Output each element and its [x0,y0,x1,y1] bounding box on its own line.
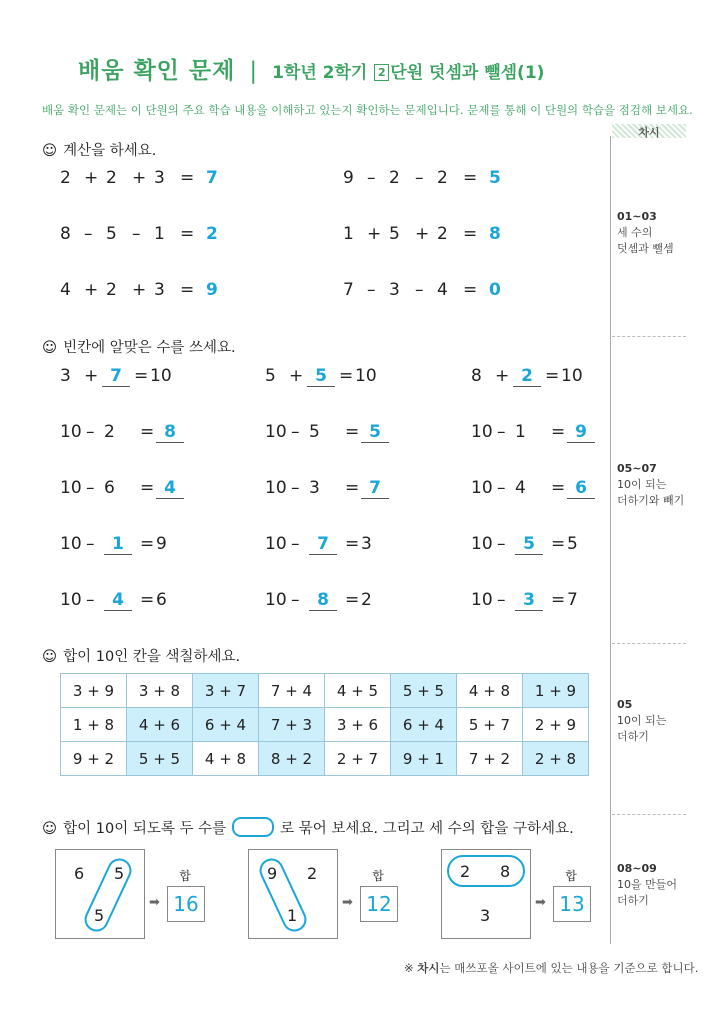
blank-term: 3 [309,478,320,498]
blank-term: 10 [561,366,583,386]
sidebar-divider [610,136,611,944]
grid-cell: 9 + 2 [61,742,127,776]
calc-term: 1 [343,224,354,244]
calc-term: 1 [154,224,165,244]
grid-cell: 3 + 8 [127,674,193,708]
group-number: 9 [267,864,278,883]
calc-term: – [367,280,376,300]
blank-term: 10 [150,366,172,386]
calc-answer: 7 [206,168,218,188]
blank-answer: 2 [513,366,541,387]
smile-icon: ☺ [42,340,58,356]
calc-term: 4 [437,280,448,300]
blank-term: 4 [515,478,526,498]
blank-term: – [86,422,95,442]
calc-term: 8 [60,224,71,244]
calc-term: = [180,280,195,300]
title-separator: | [249,58,259,84]
blank-term: 10 [265,534,287,554]
sidebar-item: 01~03 세 수의 덧셈과 뺄셈 [617,210,674,255]
sidebar-item: 08~09 10을 만들어 더하기 [617,862,677,907]
grid-cell: 5 + 5 [127,742,193,776]
calc-answer: 9 [206,280,218,300]
blank-term: 10 [60,478,82,498]
grid-row [61,674,589,708]
blank-term: 1 [515,422,526,442]
blank-term: = [140,478,155,498]
calc-term: = [180,168,195,188]
grid-cell: 8 + 2 [259,742,325,776]
group-number: 1 [287,906,298,925]
blank-term: = [551,422,566,442]
blank-answer: 4 [104,590,132,611]
calc-term: – [132,224,141,244]
grid-cell: 3 + 6 [325,708,391,742]
blank-term: 10 [355,366,377,386]
grid-cell: 2 + 9 [523,708,589,742]
blank-term: – [86,590,95,610]
blank-term: 6 [156,590,167,610]
sum-grid [60,673,589,776]
smile-icon: ☺ [42,821,58,837]
grid-cell: 5 + 7 [457,708,523,742]
blank-answer: 6 [567,478,595,499]
blank-term: 5 [309,422,320,442]
blank-term: = [345,422,360,442]
grid-cell: 2 + 7 [325,742,391,776]
sum-label: 합 [372,869,384,883]
blank-answer: 8 [309,590,337,611]
group-number: 2 [460,862,471,881]
oval-icon [82,856,134,934]
calc-term: = [463,224,478,244]
grid-cell: 7 + 4 [259,674,325,708]
blank-answer: 9 [567,422,595,443]
calc-term: 9 [343,168,354,188]
blank-term: – [86,534,95,554]
calc-term: 7 [343,280,354,300]
sum-answer: 12 [360,886,398,922]
blank-answer: 7 [102,366,130,387]
blank-term: 10 [471,534,493,554]
blank-answer: 5 [515,534,543,555]
grid-cell: 2 + 8 [523,742,589,776]
blank-term: = [345,534,360,554]
page-subtitle: 1학년 2학기 2 단원 덧셈과 뺄셈(1) [272,63,545,83]
calc-term: = [180,224,195,244]
blank-term: 10 [265,590,287,610]
calc-term: + [84,280,99,300]
group-number: 5 [94,906,105,925]
blank-term: – [497,422,506,442]
sidebar-title: 차시 [638,126,660,139]
calc-term: 2 [437,168,448,188]
blank-term: 2 [361,590,372,610]
sum-label: 합 [565,869,577,883]
blank-term: 10 [60,590,82,610]
group-number: 3 [480,906,491,925]
blank-term: 6 [104,478,115,498]
grid-cell: 4 + 8 [457,674,523,708]
blank-term: – [291,478,300,498]
grid-cell: 9 + 1 [391,742,457,776]
grid-row [61,742,589,776]
number-box [441,849,531,939]
blank-term: 10 [265,422,287,442]
blank-term: = [140,534,155,554]
calc-term: 3 [154,280,165,300]
blank-term: 2 [104,422,115,442]
blank-term: + [289,366,304,386]
blank-term: 7 [567,590,578,610]
grid-cell: 1 + 8 [61,708,127,742]
grid-row [61,708,589,742]
blank-term: – [291,590,300,610]
calc-term: – [367,168,376,188]
blank-term: = [140,590,155,610]
sidebar-separator [612,643,686,644]
page-title: 배움 확인 문제 | 1학년 2학기 2 단원 덧셈과 뺄셈(1) [78,58,545,84]
blank-term: = [134,366,149,386]
blank-answer: 7 [309,534,337,555]
blank-term: = [140,422,155,442]
page-description: 배움 확인 문제는 이 단원의 주요 학습 내용을 이해하고 있는지 확인하는 문제입니다. 문제를 통해 이 단원의 학습을 점검해 보세요. [42,103,693,117]
grid-cell: 1 + 9 [523,674,589,708]
sidebar-item: 05 10이 되는 더하기 [617,698,667,743]
calc-answer: 0 [489,280,501,300]
sidebar-separator [612,814,686,815]
blank-term: = [545,366,560,386]
smile-icon: ☺ [42,143,58,159]
blank-answer: 7 [361,478,389,499]
blank-answer: 5 [361,422,389,443]
blank-term: 3 [60,366,71,386]
section-instruction: ☺ 빈칸에 알맞은 수를 쓰세요. [42,340,236,356]
calc-term: 2 [437,224,448,244]
blank-term: 8 [471,366,482,386]
blank-term: – [497,478,506,498]
blank-term: = [551,590,566,610]
calc-term: 3 [389,280,400,300]
blank-term: 5 [567,534,578,554]
calc-term: + [367,224,382,244]
blank-term: 9 [156,534,167,554]
sum-answer: 16 [167,886,205,922]
calc-answer: 8 [489,224,501,244]
blank-answer: 1 [104,534,132,555]
arrow-right-icon: ➡ [535,895,546,910]
blank-term: = [339,366,354,386]
sidebar-separator [612,336,686,337]
oval-icon [257,856,309,934]
calc-term: – [415,168,424,188]
blank-term: 10 [471,422,493,442]
blank-term: = [345,478,360,498]
footer-note: ※ 차시는 매쓰포올 사이트에 있는 내용을 기준으로 합니다. [404,961,699,975]
blank-term: 3 [361,534,372,554]
blank-term: + [84,366,99,386]
sum-label: 합 [179,869,191,883]
blank-term: 10 [60,534,82,554]
blank-term: – [291,534,300,554]
calc-term: 5 [106,224,117,244]
group-number: 8 [500,862,511,881]
unit-number-box: 2 [374,64,389,81]
calc-term: – [415,280,424,300]
grid-cell: 5 + 5 [391,674,457,708]
blank-term: – [497,590,506,610]
arrow-right-icon: ➡ [149,895,160,910]
section-instruction: ☺ 합이 10이 되도록 두 수를 로 묶어 보세요. 그리고 세 수의 합을 구하세요. [42,817,574,838]
group-number: 6 [74,864,85,883]
grid-cell: 4 + 8 [193,742,259,776]
calc-term: 2 [60,168,71,188]
oval-icon [232,817,274,837]
calc-term: 5 [389,224,400,244]
grid-cell: 3 + 7 [193,674,259,708]
calc-term: + [132,280,147,300]
grid-cell: 6 + 4 [391,708,457,742]
calc-term: 4 [60,280,71,300]
group-number: 5 [114,864,125,883]
blank-term: = [345,590,360,610]
calc-answer: 5 [489,168,501,188]
arrow-right-icon: ➡ [342,895,353,910]
group-number: 2 [307,864,318,883]
blank-term: 5 [265,366,276,386]
blank-term: + [495,366,510,386]
calc-term: 2 [106,280,117,300]
sidebar-item: 05~07 10이 되는 더하기와 빼기 [617,462,685,507]
calc-term: = [463,280,478,300]
blank-term: 10 [471,590,493,610]
grid-cell: 7 + 3 [259,708,325,742]
calc-term: = [463,168,478,188]
grid-cell: 4 + 5 [325,674,391,708]
section-instruction: ☺ 계산을 하세요. [42,143,157,159]
blank-answer: 5 [307,366,335,387]
blank-term: 10 [265,478,287,498]
calc-term: + [132,168,147,188]
blank-answer: 8 [156,422,184,443]
blank-answer: 4 [156,478,184,499]
section-instruction: ☺ 합이 10인 칸을 색칠하세요. [42,649,241,665]
grid-cell: 6 + 4 [193,708,259,742]
calc-answer: 2 [206,224,218,244]
blank-term: 10 [60,422,82,442]
grid-cell: 3 + 9 [61,674,127,708]
number-box [55,849,145,939]
blank-term: – [86,478,95,498]
smile-icon: ☺ [42,649,58,665]
number-box [248,849,338,939]
calc-term: + [415,224,430,244]
blank-term: – [291,422,300,442]
calc-term: 2 [389,168,400,188]
blank-answer: 3 [515,590,543,611]
grid-cell: 7 + 2 [457,742,523,776]
blank-term: – [497,534,506,554]
blank-term: = [551,478,566,498]
calc-term: + [84,168,99,188]
grid-cell: 4 + 6 [127,708,193,742]
calc-term: – [84,224,93,244]
calc-term: 3 [154,168,165,188]
calc-term: 2 [106,168,117,188]
blank-term: = [551,534,566,554]
sum-answer: 13 [553,886,591,922]
blank-term: 10 [471,478,493,498]
